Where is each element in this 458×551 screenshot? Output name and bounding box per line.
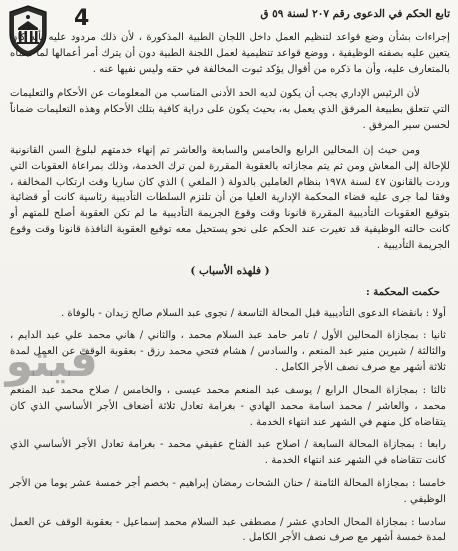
verdict-label: حكمت المحكمة : — [365, 285, 440, 298]
verdict-item: ثالثا : بمجازاة المحال الرابع / يوسف عبد المنعم محمد عيسى ، والخامس / صلاح محمد عبد المنعم محمد ، والعاشر / محمد اسامة محمد الهادي - بغرامة تعادل ثلاثة أضعاف الأجر الأساسي الذي كان يتقاضاه كل منهم في الشهر عند انتهاء الخدمة . — [10, 384, 446, 428]
verdict-item: ثانيا : بمجازاة المحالين الأول / تامر حامد عبد السلام محمد ، والثاني / هاني محمد علي عبد الدايم ، والثالثة / شيرين منير عبد المنعم ، والسادس / هشام فتحي محمد رزق - بعقوبة الوقف عن العمل لمدة ثلاثة أشهر مع صرف نصف الأجر الكامل . — [10, 330, 446, 374]
body-paragraph: لأن الرئيس الإداري يجب أن يكون لديه الحد الأدنى المناسب من المعلومات عن الأحكام والتعليمات التي تتعلق بطبيعة المرفق الذي يعمل به، بحيث يكون على دراية كافية بتلك الأحكام وهذه التعليمات ضماناً لحسن سير المرفق . — [10, 88, 450, 132]
page-number: 4 — [74, 6, 90, 31]
reasons-heading: ( فلهذه الأسباب ) — [190, 264, 270, 277]
watermark-logo: فيتو — [5, 336, 98, 387]
verdict-item: خامسا : بمجازاة المحالة الثامنة / حنان الشحات رمضان إبراهيم - بخصم أجر خمسة عشر يوما من الأجر الوظيفي . — [10, 477, 446, 505]
verdict-item: أولا : بانقضاء الدعوى التأديبية قبل المحالة التاسعة / نجوى عبد السلام صالح زيدان - بالوفاة . — [60, 307, 446, 319]
body-paragraph: ومن حيث إن المحالين الرابع والخامس والسابعة والعاشر تم إنهاء خدمتهم لبلوغ السن القانونية للإحالة إلى المعاش ومن ثم يتم مجازاته بالعقوبة المقررة لمن ترك الخدمة، وذلك بمراعاة العقوبات التي وردت بالقانون ٤٧ لسنة ١٩٧٨ بنظام العاملين بالدولة ( الملغي ) الذي كان ساريا وقت ارتكاب المخالفة ، وفقا لما جرى عليه قضاء المحكمة الإدارية العليا من أن تلتزم السلطات التأديبية رئاسية كانت أو قضائية بتوقيع العقوبات التأديبية المقررة قانونا وقت وقوع الجريمة التأديبية ما لم تكن العقوبة أصلح للمتهم أو كانت حالته الوظيفية قد تغيرت عند الحكم على نحو يستحيل معه توقيع العقوبة النافذة قانونا وقت وقوع الجريمة التأديبية . — [10, 144, 450, 251]
body-paragraph: إجراءات بشأن وضع قواعد لتنظيم العمل داخل اللجان الطبية المذكورة ، لأن ذلك مردود عليه بأنه كان يتعين عليه بصفته الوظيفية ، ووضع قواعد تنظيمية لعمل اللجنة الطبية دون أن يترك أمر أعمالها لما سماه بالمتعارف عليه، وأن ما ذكره من أقوال يؤكد ثبوت المخالفة في حقه وليس نفيها عنه . — [10, 32, 450, 75]
case-header: تابع الحكم في الدعوى رقم ٢٠٧ لسنة ٥٩ ق — [260, 8, 450, 20]
document-body — [5, 30, 450, 551]
verdict-item: رابعا : بمجازاة المحالة السابعة / اصلاح عبد الفتاح عفيفي محمد - بغرامة تعادل الأجر الأساسي الذي كانت تتقاضاه في الشهر عند انتهاء الخدمة . — [10, 439, 446, 467]
verdict-item: سادسا : بمجازاة المحال الحادي عشر / مصطفى عبد السلام محمد إسماعيل - بعقوبة الوقف عن العمل لمدة خمسة أشهر مع صرف نصف الأجر الكامل . — [10, 516, 446, 544]
